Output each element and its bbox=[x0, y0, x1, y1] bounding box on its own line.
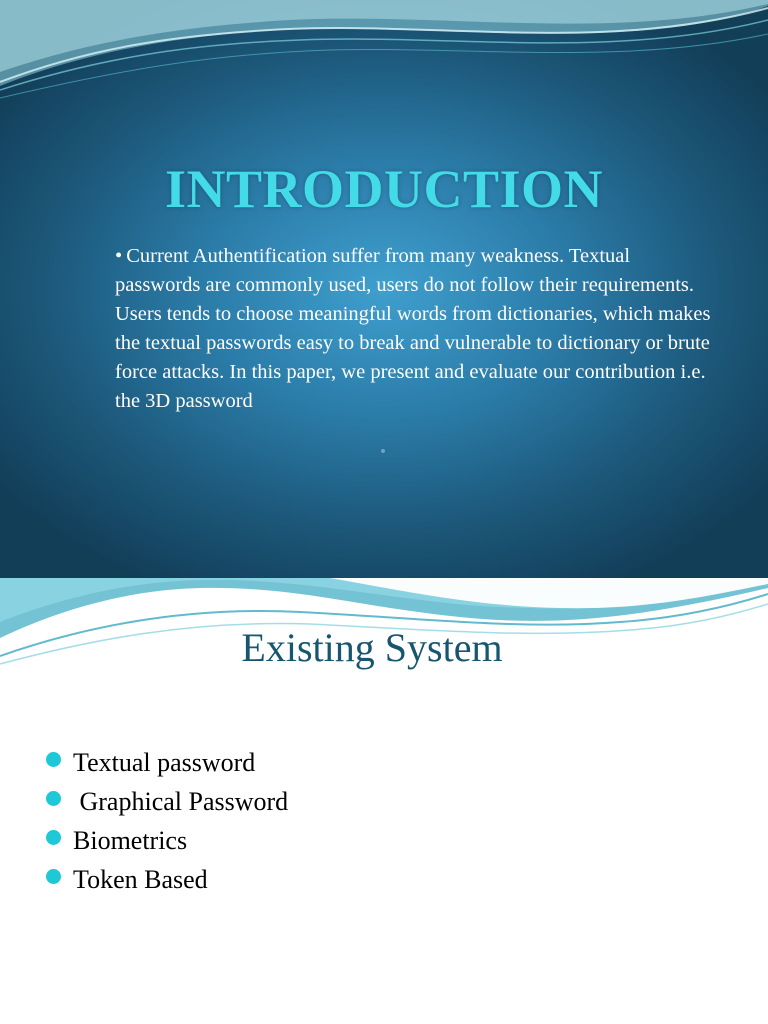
list-item-label: Biometrics bbox=[73, 825, 188, 855]
list-item bbox=[46, 821, 288, 860]
bullet-dot-icon bbox=[46, 752, 61, 767]
list-item-label: Graphical Password bbox=[73, 786, 289, 816]
list-item-label: Token Based bbox=[73, 864, 208, 894]
wave-decoration bbox=[0, 0, 768, 110]
list-item-label: Textual password bbox=[73, 747, 256, 777]
slide-title: Existing System bbox=[241, 625, 503, 670]
body-paragraph: Current Authentification suffer from many weakness. Textual passwords are commonly used, users do not follow their requirements. Users tends to choose meaningful words from dictionaries, which makes the textual passwords easy to break and vulnerable to dictionary or brute force attacks. In this paper, we present and evaluate our contribution i.e. the 3D password bbox=[115, 245, 711, 412]
bullet-dot-icon bbox=[46, 791, 61, 806]
list-item bbox=[46, 743, 288, 782]
slide-body-text bbox=[115, 242, 715, 416]
bullet-dot-icon bbox=[46, 869, 61, 884]
list-item bbox=[46, 782, 288, 821]
bullet-marker: • bbox=[115, 245, 123, 267]
bullet-list bbox=[46, 743, 288, 899]
decorative-dot bbox=[381, 449, 385, 453]
list-item bbox=[46, 860, 288, 899]
slide-title: INTRODUCTION bbox=[164, 159, 604, 219]
bullet-dot-icon bbox=[46, 830, 61, 845]
slide-existing-system bbox=[0, 578, 768, 1024]
